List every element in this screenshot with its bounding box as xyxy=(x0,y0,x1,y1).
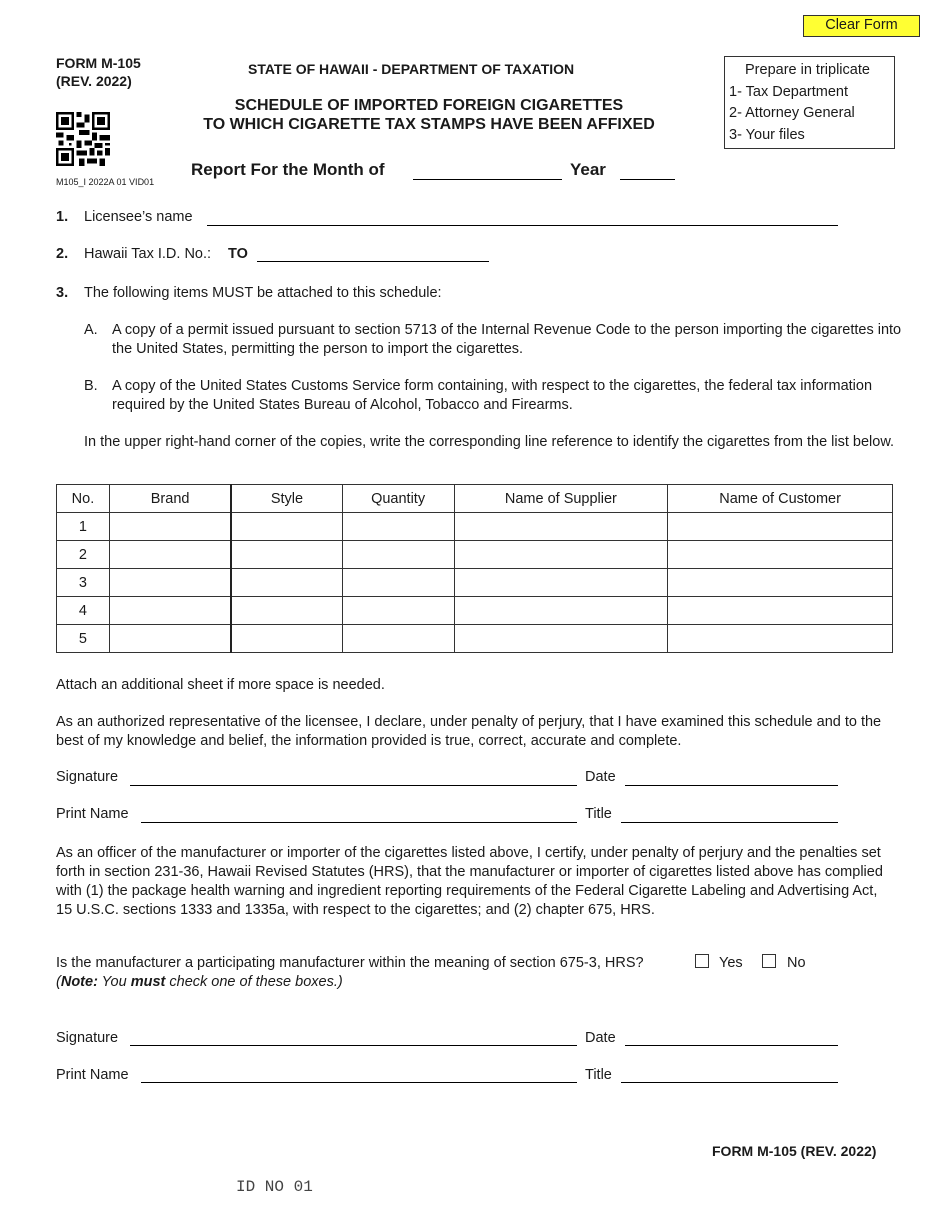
table-row xyxy=(57,541,893,569)
participating-manufacturer-question: Is the manufacturer a participating manufacturer within the meaning of section 675-3, HRS? xyxy=(56,955,644,971)
cigarettes-table xyxy=(56,484,893,653)
signature-label: Signature xyxy=(56,769,119,785)
table-row xyxy=(57,625,893,653)
date-label: Date xyxy=(585,769,616,785)
row-number: 2 xyxy=(57,541,110,569)
style-cell[interactable] xyxy=(231,513,342,541)
licensee-name-label: Licensee’s name xyxy=(84,209,193,225)
brand-cell[interactable] xyxy=(109,597,231,625)
attachments-required-label: The following items MUST be attached to this schedule: xyxy=(84,285,442,301)
id-number: ID NO 01 xyxy=(236,1178,313,1196)
report-month-label: Report For the Month of xyxy=(191,160,385,179)
style-cell[interactable] xyxy=(231,541,342,569)
note-mid: You xyxy=(97,974,131,990)
customer-cell[interactable] xyxy=(668,513,893,541)
quantity-cell[interactable] xyxy=(342,625,454,653)
signature-field-2[interactable] xyxy=(130,1045,577,1046)
note-bold: Note: xyxy=(60,974,98,990)
triplicate-item: 3- Your files xyxy=(729,126,805,143)
col-header-supplier: Name of Supplier xyxy=(454,485,668,513)
line1-number: 1. xyxy=(56,209,69,225)
note-end: check one of these boxes.) xyxy=(165,974,343,990)
style-cell[interactable] xyxy=(231,625,342,653)
brand-cell[interactable] xyxy=(109,625,231,653)
customer-cell[interactable] xyxy=(668,597,893,625)
col-header-brand: Brand xyxy=(109,485,231,513)
customer-cell[interactable] xyxy=(668,625,893,653)
date-label-2: Date xyxy=(585,1030,616,1046)
print-name-label-2: Print Name xyxy=(56,1067,129,1083)
licensee-declaration: As an authorized representative of the licensee, I declare, under penalty of perjury, that I have examined this schedule and to the best of my knowledge and belief, the information provided is true, correct, accurate and complete. xyxy=(56,714,882,749)
form-title-line1: SCHEDULE OF IMPORTED FOREIGN CIGARETTES xyxy=(234,97,624,114)
title-label-2: Title xyxy=(585,1067,612,1083)
officer-certification: As an officer of the manufacturer or importer of the cigarettes listed above, I certify, under penalty of perjury and the penalties set forth in section 231-36, Hawaii Revised Statutes (HRS), that the manufacturer or importer of cigarettes listed above has complied with (1) the package health warning and ingredient reporting requirements of the Federal Cigarette Labeling and Advertising Act, 15 U.S.C. sections 1333 and 1335a, with respect to the cigarettes; and (2) chapter 675, HRS. xyxy=(56,845,883,918)
clear-form-button[interactable]: Clear Form xyxy=(803,15,920,37)
print-name-field-2[interactable] xyxy=(141,1082,577,1083)
form-id-code: M105_I 2022A 01 VID01 xyxy=(56,177,155,187)
supplier-cell[interactable] xyxy=(454,597,668,625)
form-title xyxy=(140,96,718,134)
brand-cell[interactable] xyxy=(109,569,231,597)
col-header-customer: Name of Customer xyxy=(668,485,893,513)
col-header-style: Style xyxy=(231,485,342,513)
col-header-quantity: Quantity xyxy=(342,485,454,513)
title-label: Title xyxy=(585,806,612,822)
customer-cell[interactable] xyxy=(668,569,893,597)
checkbox-note xyxy=(56,974,343,990)
no-checkbox[interactable] xyxy=(762,954,776,968)
footer-form-number: FORM M-105 (REV. 2022) xyxy=(712,1143,877,1159)
report-month-field[interactable] xyxy=(413,179,562,180)
title-field[interactable] xyxy=(621,822,838,823)
table-header-row xyxy=(57,485,893,513)
note-open: ( xyxy=(56,974,61,990)
title-field-2[interactable] xyxy=(621,1082,838,1083)
additional-sheet-note: Attach an additional sheet if more space is needed. xyxy=(56,677,385,693)
note-must: must xyxy=(130,974,166,990)
attachment-a-letter: A. xyxy=(84,322,98,338)
yes-label: Yes xyxy=(719,955,743,971)
date-field-2[interactable] xyxy=(625,1045,838,1046)
no-label: No xyxy=(787,955,806,971)
tax-id-field[interactable] xyxy=(257,261,489,262)
supplier-cell[interactable] xyxy=(454,513,668,541)
department-heading: STATE OF HAWAII - DEPARTMENT OF TAXATION xyxy=(248,61,575,77)
report-year-label: Year xyxy=(570,160,606,179)
supplier-cell[interactable] xyxy=(454,541,668,569)
customer-cell[interactable] xyxy=(668,541,893,569)
row-number: 1 xyxy=(57,513,110,541)
quantity-cell[interactable] xyxy=(342,597,454,625)
brand-cell[interactable] xyxy=(109,541,231,569)
yes-checkbox[interactable] xyxy=(695,954,709,968)
attachment-a-text: A copy of a permit issued pursuant to section 5713 of the Internal Revenue Code to the person importing the cigarettes into the United States, permitting the person to import the cigarettes. xyxy=(112,322,902,357)
print-name-label: Print Name xyxy=(56,806,129,822)
triplicate-item: 2- Attorney General xyxy=(729,105,855,121)
form-revision: (REV. 2022) xyxy=(56,73,132,89)
quantity-cell[interactable] xyxy=(342,513,454,541)
line2-number: 2. xyxy=(56,246,69,262)
style-cell[interactable] xyxy=(231,569,342,597)
col-header-no: No. xyxy=(57,485,110,513)
line-reference-note: In the upper right-hand corner of the copies, write the corresponding line reference to identify the cigarettes from the list below. xyxy=(84,434,895,450)
date-field[interactable] xyxy=(625,785,838,786)
brand-cell[interactable] xyxy=(109,513,231,541)
report-year-field[interactable] xyxy=(620,179,675,180)
triplicate-heading: Prepare in triplicate xyxy=(745,62,870,78)
table-row xyxy=(57,597,893,625)
signature-label-2: Signature xyxy=(56,1030,119,1046)
tax-id-label: Hawaii Tax I.D. No.: xyxy=(84,246,212,262)
row-number: 4 xyxy=(57,597,110,625)
table-row xyxy=(57,513,893,541)
qr-code-icon xyxy=(56,112,110,166)
tax-id-prefix: TO xyxy=(228,246,248,262)
licensee-name-field[interactable] xyxy=(207,225,838,226)
quantity-cell[interactable] xyxy=(342,569,454,597)
form-title-line2: TO WHICH CIGARETTE TAX STAMPS HAVE BEEN AFFIXED xyxy=(203,116,655,133)
print-name-field[interactable] xyxy=(141,822,577,823)
line3-number: 3. xyxy=(56,285,69,301)
row-number: 3 xyxy=(57,569,110,597)
supplier-cell[interactable] xyxy=(454,625,668,653)
row-number: 5 xyxy=(57,625,110,653)
attachment-b-text: A copy of the United States Customs Service form containing, with respect to the cigarettes, the federal tax information required by the United States Bureau of Alcohol, Tobacco and Firearms. xyxy=(112,378,873,413)
form-number-block xyxy=(56,54,141,90)
signature-field[interactable] xyxy=(130,785,577,786)
quantity-cell[interactable] xyxy=(342,541,454,569)
triplicate-box xyxy=(724,56,895,149)
triplicate-item: 1- Tax Department xyxy=(729,83,849,100)
form-number: FORM M-105 xyxy=(56,55,141,71)
supplier-cell[interactable] xyxy=(454,569,668,597)
attachment-b-letter: B. xyxy=(84,378,98,394)
table-row xyxy=(57,569,893,597)
style-cell[interactable] xyxy=(231,597,342,625)
